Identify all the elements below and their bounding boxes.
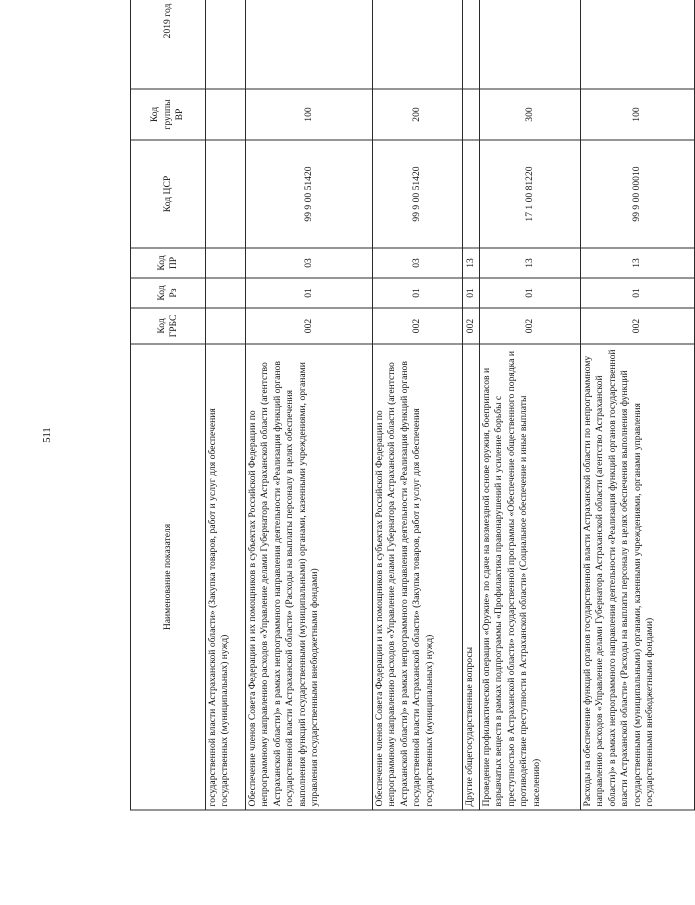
- cell-name: Проведение профилактической операции «Оружие» по сдаче на возмездной основе оружия, боеприпасов и взрывчатых веществ в рамках подпрограммы «Профилактика правонарушений и усиление борьбы с преступностью в Астраханской области» государственной программы «Обеспечение общественного порядка и противодействие преступности в Астраханской области» (Социальное обеспечение и иные выплаты населению): [479, 344, 580, 810]
- table-row: [462, 0, 479, 810]
- cell-vr: 200: [372, 89, 462, 140]
- cell-name: Обеспечение членов Совета Федерации и их помощников в субъектах Российской Федерации по непрограммному направлению расходов «Управление делами Губернатора Астраханской области (агентство Астраханской области)» в рамках непрограммного направления деятельности «Реализация функций органов государственной власти Астраханской области» (Закупка товаров, работ и услуг для обеспечения государственных (муниципальных) нужд): [372, 344, 462, 810]
- cell-grbs: 002: [245, 308, 372, 344]
- header-pr: Код ПР: [130, 248, 205, 278]
- table-row: [372, 0, 462, 810]
- table-row: [245, 0, 372, 810]
- cell-rz: 01: [372, 278, 462, 308]
- cell-name: государственной власти Астраханской области» (Закупка товаров, работ и услуг для обеспечения государственных (муниципальных) нужд): [205, 344, 245, 810]
- cell-vr: 100: [245, 89, 372, 140]
- cell-rz: 01: [245, 278, 372, 308]
- cell-pr: 13: [479, 248, 580, 278]
- cell-value: [245, 0, 372, 89]
- cell-grbs: 002: [479, 308, 580, 344]
- table-row: [580, 0, 694, 810]
- rotated-table-container: [130, 0, 656, 810]
- header-year: 2019 год: [130, 0, 205, 89]
- budget-table: [130, 0, 695, 810]
- cell-name: Другие общегосударственные вопросы: [462, 344, 479, 810]
- cell-csr: 17 1 00 81220: [479, 140, 580, 248]
- header-grbs: Код ГРБС: [130, 308, 205, 344]
- cell-value: [205, 0, 245, 89]
- cell-pr: 03: [245, 248, 372, 278]
- header-rz: Код Рз: [130, 278, 205, 308]
- cell-value: [372, 0, 462, 89]
- cell-csr: 99 9 00 51420: [245, 140, 372, 248]
- cell-value: [479, 0, 580, 89]
- cell-grbs: 002: [462, 308, 479, 344]
- header-vr: Код группы ВР: [130, 89, 205, 140]
- cell-csr: 99 9 00 00010: [580, 140, 694, 248]
- header-name: Наименование показателя: [130, 344, 205, 810]
- cell-rz: 01: [479, 278, 580, 308]
- page-number: 511: [42, 427, 53, 443]
- table-row: [479, 0, 580, 810]
- cell-pr: 03: [372, 248, 462, 278]
- cell-value: [580, 0, 694, 89]
- cell-rz: [205, 278, 245, 308]
- header-csr: Код ЦСР: [130, 140, 205, 248]
- cell-value: [462, 0, 479, 89]
- cell-name: Расходы на обеспечение функций органов государственной власти Астраханской области по непрограммному направлению расходов «Управление делами Губернатора Астраханской области (агентство Астраханской области)» в рамках непрограммного направления деятельности «Реализация функций органов государственной власти Астраханской области» (Расходы на выплаты персоналу в целях обеспечения выполнения функций государственными (муниципальными) органами, казенными учреждениями, органами управления государственными внебюджетными фондами): [580, 344, 694, 810]
- cell-grbs: 002: [580, 308, 694, 344]
- cell-pr: 13: [580, 248, 694, 278]
- cell-vr: [462, 89, 479, 140]
- cell-rz: 01: [462, 278, 479, 308]
- cell-vr: 100: [580, 89, 694, 140]
- cell-csr: 99 9 00 51420: [372, 140, 462, 248]
- cell-name: Обеспечение членов Совета Федерации и их помощников в субъектах Российской Федерации по непрограммному направлению расходов «Управление делами Губернатора Астраханской области (агентство Астраханской области)» в рамках непрограммного направления деятельности «Реализация функций органов государственной власти Астраханской области» (Расходы на выплаты персоналу в целях обеспечения выполнения функций государственными (муниципальными) органами, казенными учреждениями, органами управления государственными внебюджетными фондами): [245, 344, 372, 810]
- cell-csr: [205, 140, 245, 248]
- cell-grbs: 002: [372, 308, 462, 344]
- cell-pr: [205, 248, 245, 278]
- table-header-row: [130, 0, 205, 810]
- cell-pr: 13: [462, 248, 479, 278]
- table-row: [205, 0, 245, 810]
- cell-grbs: [205, 308, 245, 344]
- cell-vr: 300: [479, 89, 580, 140]
- cell-vr: [205, 89, 245, 140]
- cell-rz: 01: [580, 278, 694, 308]
- cell-csr: [462, 140, 479, 248]
